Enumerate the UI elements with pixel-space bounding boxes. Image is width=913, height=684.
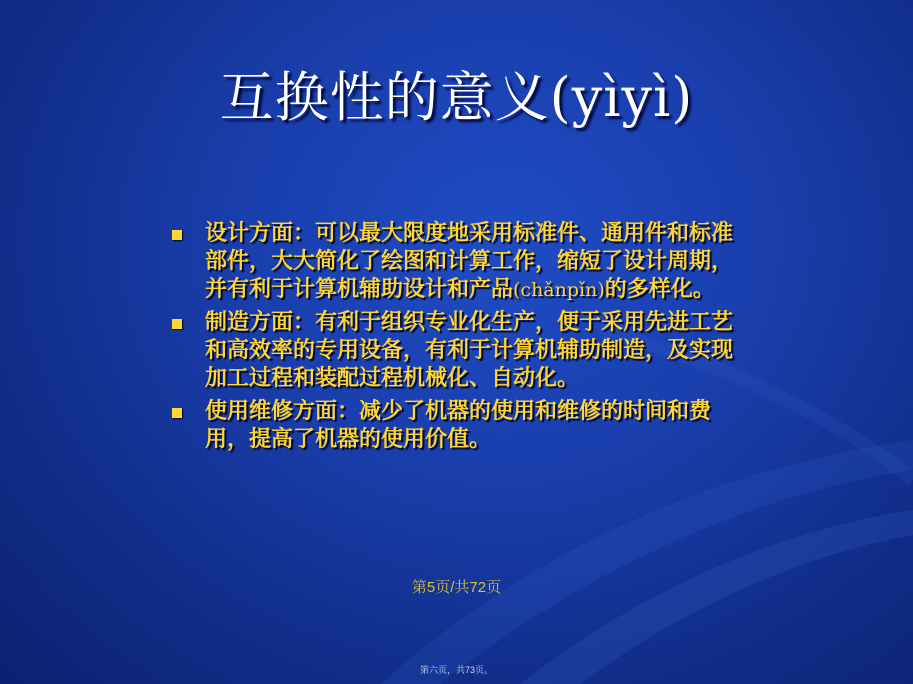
bullet-item-design (167, 220, 737, 304)
bullet-pinyin: (chǎnpǐn) (513, 279, 605, 301)
title-main: 互换性的意义 (219, 66, 550, 129)
bullet-item-manufacturing (167, 309, 737, 393)
bullet-square-icon (172, 408, 182, 418)
slide-title (0, 58, 913, 138)
page-indicator: 第5页/共72页 (411, 579, 502, 596)
bullet-list (167, 220, 737, 459)
bullet-item-maintenance (167, 398, 737, 454)
bullet-square-icon (172, 319, 182, 329)
bullet-square-icon (172, 230, 182, 240)
footer-page-count: 第六页，共73页。 (419, 665, 493, 675)
title-pinyin: (yìyì) (549, 66, 694, 129)
bullet-text: 设计方面：可以最大限度地采用标准件、通用件和标准部件，大大简化了绘图和计算工作，缩短了设计周期，并有利于计算机辅助设计和产品 (205, 221, 734, 302)
bullet-text: 制造方面：有利于组织专业化生产，便于采用先进工艺和高效率的专用设备，有利于计算机辅助制造，及实现加工过程和装配过程机械化、自动化。 (205, 310, 734, 391)
bullet-text: 使用维修方面：减少了机器的使用和维修的时间和费用，提高了机器的使用价值。 (205, 399, 712, 452)
bullet-text-end: 的多样化。 (604, 277, 715, 302)
